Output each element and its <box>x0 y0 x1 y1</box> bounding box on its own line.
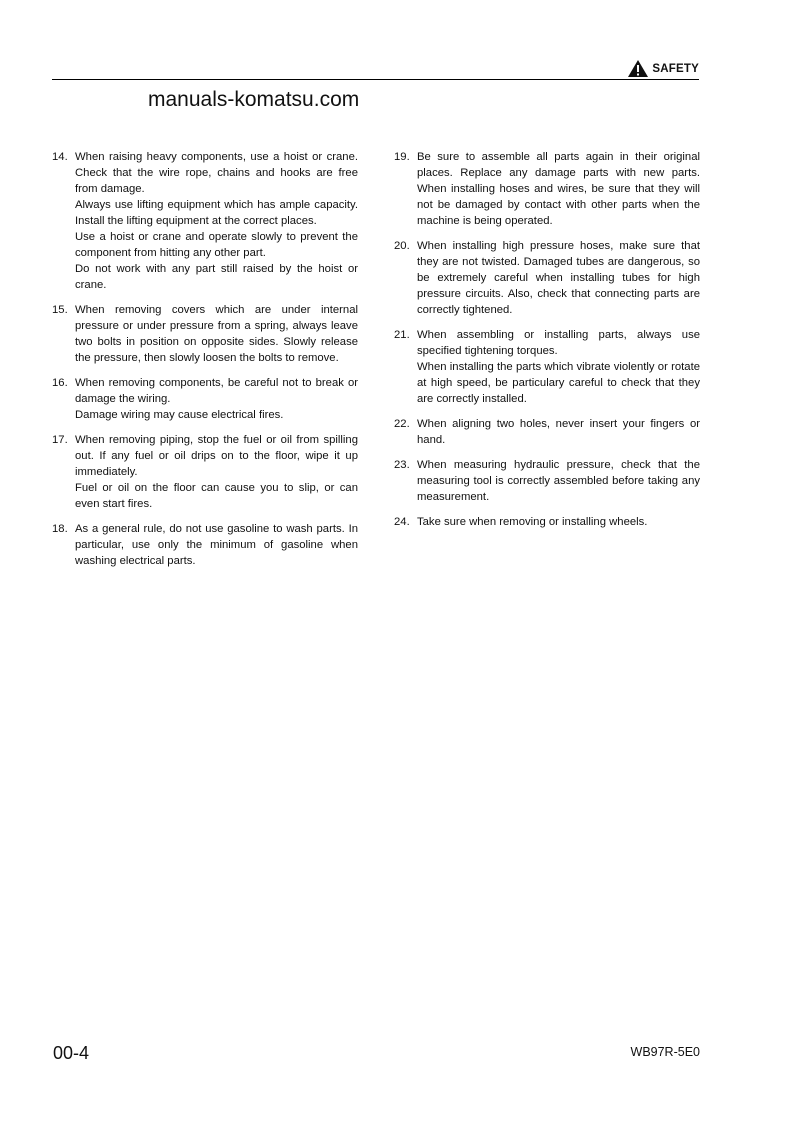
list-item <box>52 302 358 366</box>
page-number: 00-4 <box>53 1043 90 1063</box>
list-item <box>394 238 700 318</box>
left-column <box>52 149 358 578</box>
item-body <box>75 521 358 569</box>
list-item <box>394 149 700 229</box>
list-item <box>394 457 700 505</box>
list-item <box>394 416 700 448</box>
item-paragraph: Take sure when removing or installing wheels. <box>417 516 648 528</box>
item-number: 22. <box>394 418 410 430</box>
item-body <box>417 327 700 407</box>
item-number: 24. <box>394 516 410 528</box>
item-paragraph: Use a hoist or crane and operate slowly to prevent the component from hitting any other part. <box>75 231 358 259</box>
item-body <box>417 416 700 448</box>
item-paragraph: When removing piping, stop the fuel or oil from spilling out. If any fuel or oil drips on to the floor, wipe it up immediately. <box>75 434 358 478</box>
item-paragraph: As a general rule, do not use gasoline to wash parts. In particular, use only the minimum of gasoline when washing electrical parts. <box>75 523 358 567</box>
item-number: 14. <box>52 151 68 163</box>
item-body <box>75 375 358 423</box>
item-paragraph: Fuel or oil on the floor can cause you to slip, or can even start fires. <box>75 482 358 510</box>
item-paragraph: When measuring hydraulic pressure, check that the measuring tool is correctly assembled before taking any measurement. <box>417 459 700 503</box>
model-code: WB97R-5E0 <box>630 1045 700 1059</box>
section-header <box>627 59 699 78</box>
item-number: 21. <box>394 329 410 341</box>
watermark: manuals-komatsu.com <box>148 88 360 111</box>
item-body <box>417 514 700 530</box>
list-item <box>52 375 358 423</box>
item-number: 16. <box>52 377 68 389</box>
item-paragraph: When removing covers which are under internal pressure or under pressure from a spring, always leave two bolts in position on opposite sides. Slowly release the pressure, then slowly loosen the bolts to remove. <box>75 304 358 364</box>
item-paragraph: When installing the parts which vibrate violently or rotate at high speed, be particulary careful to check that they are correctly installed. <box>417 361 700 405</box>
item-paragraph: Always use lifting equipment which has ample capacity. Install the lifting equipment at the correct places. <box>75 199 358 227</box>
item-paragraph: Do not work with any part still raised by the hoist or crane. <box>75 263 358 291</box>
item-body <box>75 302 358 366</box>
item-body <box>417 238 700 318</box>
item-paragraph: When removing components, be careful not to break or damage the wiring. <box>75 377 358 405</box>
list-item <box>52 432 358 512</box>
item-number: 20. <box>394 240 410 252</box>
list-item <box>52 521 358 569</box>
item-paragraph: Damage wiring may cause electrical fires. <box>75 409 284 421</box>
item-paragraph: Be sure to assemble all parts again in their original places. Replace any damage parts with new parts. When installing hoses and wires, be sure that they will not be damaged by contact with other parts when the machine is being operated. <box>417 151 700 227</box>
item-paragraph: When assembling or installing parts, always use specified tightening torques. <box>417 329 700 357</box>
item-number: 19. <box>394 151 410 163</box>
warning-triangle-icon <box>627 59 649 78</box>
item-number: 18. <box>52 523 68 535</box>
item-number: 15. <box>52 304 68 316</box>
item-number: 23. <box>394 459 410 471</box>
right-column <box>394 149 700 539</box>
item-number: 17. <box>52 434 68 446</box>
list-item <box>394 514 700 530</box>
item-body <box>75 149 358 293</box>
item-paragraph: When raising heavy components, use a hoist or crane. Check that the wire rope, chains and hooks are free from damage. <box>75 151 358 195</box>
item-paragraph: When aligning two holes, never insert your fingers or hand. <box>417 418 700 446</box>
item-body <box>75 432 358 512</box>
item-body <box>417 149 700 229</box>
item-body <box>417 457 700 505</box>
section-label: SAFETY <box>652 62 699 75</box>
list-item <box>52 149 358 293</box>
item-paragraph: When installing high pressure hoses, make sure that they are not twisted. Damaged tubes are dangerous, so be extremely careful when installing tubes for high pressure circuits. Also, check that connecting parts are correctly tightened. <box>417 240 700 316</box>
header-divider <box>52 79 699 80</box>
list-item <box>394 327 700 407</box>
